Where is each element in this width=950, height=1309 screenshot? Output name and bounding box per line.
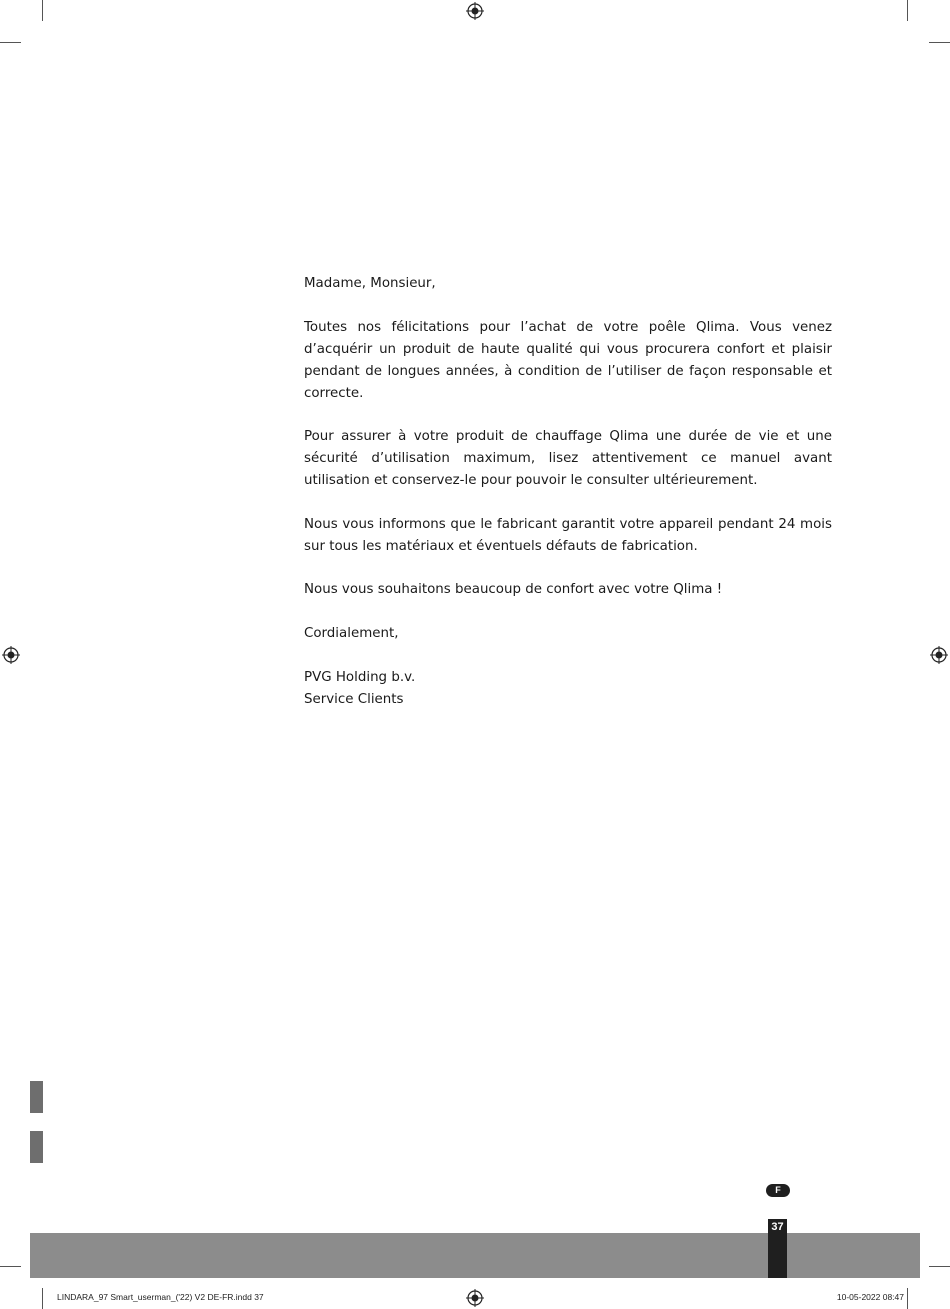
crop-mark-bottom-left-vertical	[42, 1288, 43, 1309]
crop-mark-bottom-left-horizontal	[0, 1266, 21, 1267]
registration-mark-bottom-icon	[466, 1289, 484, 1307]
registration-mark-top-icon	[466, 2, 484, 20]
letter-signature	[304, 667, 832, 711]
letter-salutation: Madame, Monsieur,	[304, 276, 436, 291]
crop-mark-top-left-horizontal	[0, 42, 21, 43]
letter-paragraph-manual-advice: Pour assurer à votre produit de chauffage Qlima une durée de vie et une sécurité d’utilisation maximum, lisez attentivement ce manuel avant utilisation et conservez-le pour pouvoir le consulter ultérieurement.	[304, 429, 832, 489]
signature-company: PVG Holding b.v.	[304, 669, 416, 685]
crop-mark-bottom-right-horizontal	[929, 1266, 950, 1267]
crop-mark-top-right-horizontal	[929, 42, 950, 43]
letter-paragraph-warranty: Nous vous informons que le fabricant garantit votre appareil pendant 24 mois sur tous les matériaux et éventuels défauts de fabrication.	[304, 516, 832, 554]
welcome-letter	[304, 273, 832, 711]
language-badge: F	[766, 1184, 790, 1197]
signature-department: Service Clients	[304, 691, 404, 707]
registration-mark-right-icon	[930, 646, 948, 664]
page-number: 37	[771, 1221, 784, 1233]
side-chapter-tab-lower	[30, 1131, 43, 1163]
crop-mark-bottom-right-vertical	[907, 1288, 908, 1309]
letter-paragraph-wishes: Nous vous souhaitons beaucoup de confort avec votre Qlima !	[304, 582, 723, 598]
letter-paragraph-congratulations: Toutes nos félicitations pour l’achat de votre poêle Qlima. Vous venez d’acquérir un produit de haute qualité qui vous procurera confort et plaisir pendant de longues années, à condition de l’utiliser de façon responsable et correcte.	[304, 319, 832, 401]
letter-closing: Cordialement,	[304, 625, 399, 641]
crop-mark-top-right-vertical	[907, 0, 908, 21]
registration-mark-left-icon	[2, 646, 20, 664]
crop-mark-top-left-vertical	[42, 0, 43, 21]
print-slug-date: 10-05-2022 08:47	[836, 1292, 904, 1302]
side-chapter-tab-upper	[30, 1081, 43, 1113]
print-slug-file: LINDARA_97 Smart_userman_('22) V2 DE-FR.indd 37	[57, 1292, 264, 1302]
